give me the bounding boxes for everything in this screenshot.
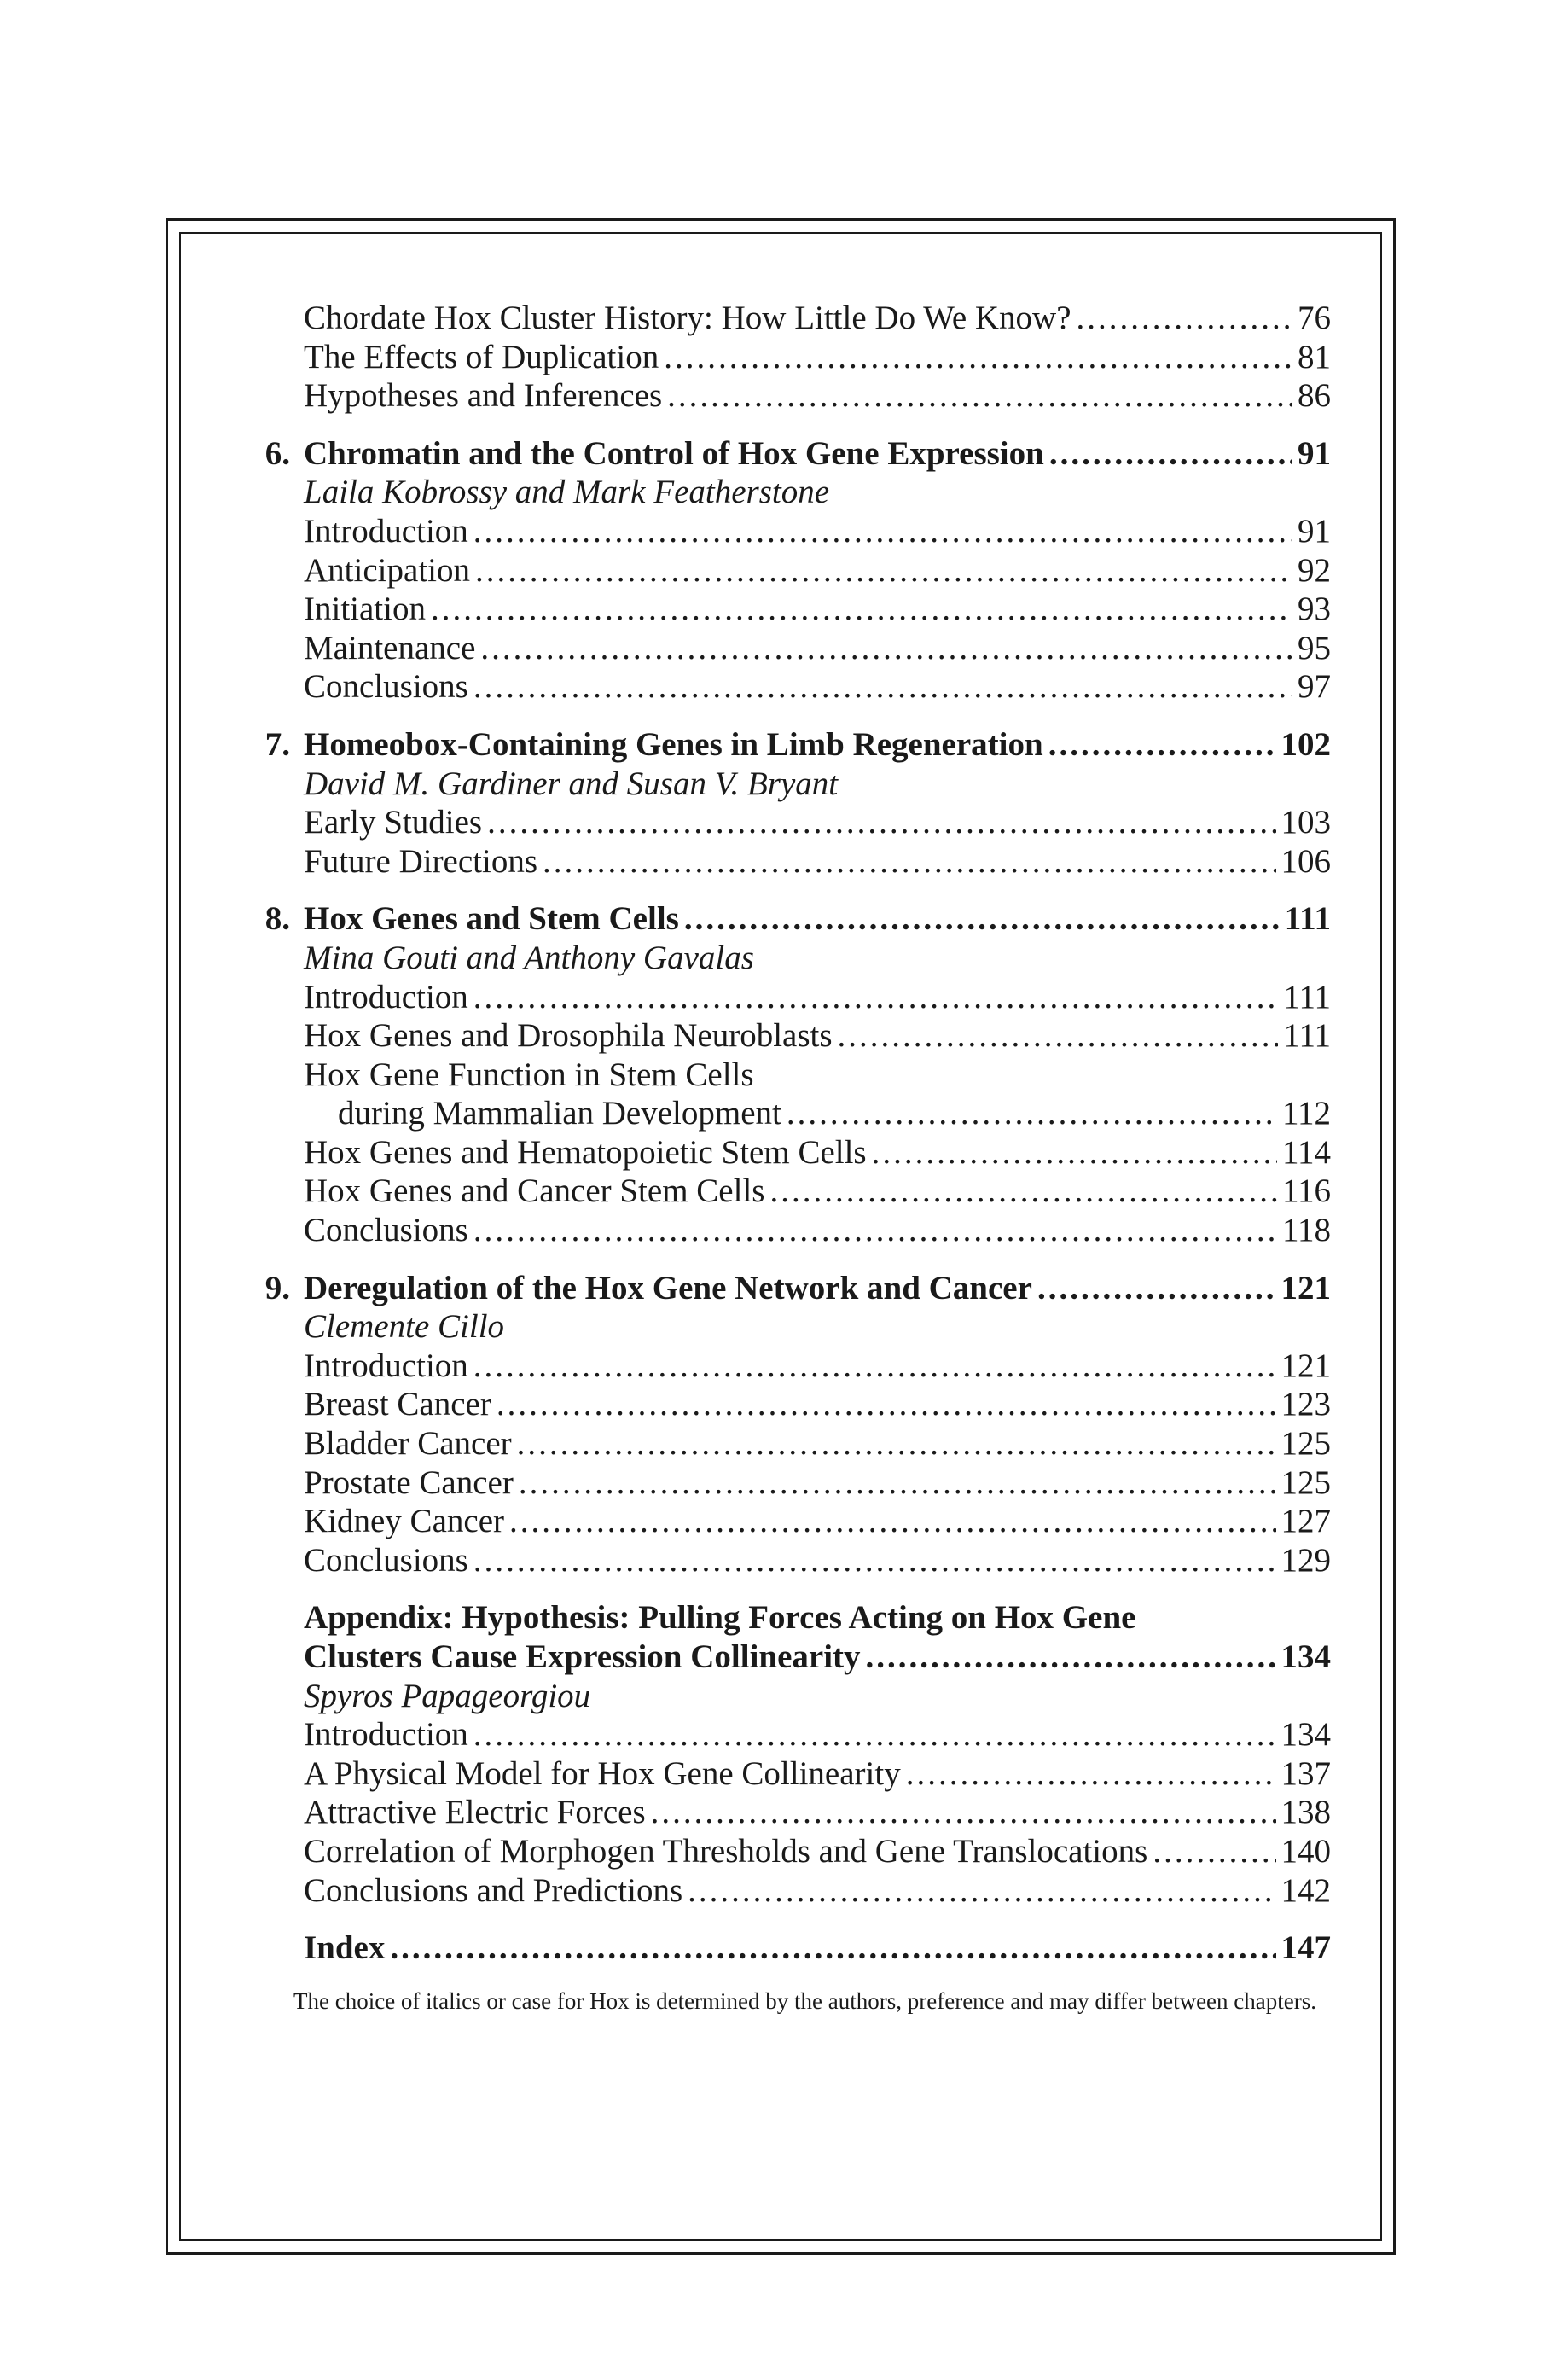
toc-entry-label: Initiation xyxy=(304,591,426,628)
toc-entry-label: Breast Cancer xyxy=(304,1386,491,1423)
chapter-number: 9. xyxy=(264,1269,290,1306)
toc-entry[interactable] xyxy=(249,842,1331,881)
leader-dots xyxy=(651,1793,1276,1832)
chapter-page: 111 xyxy=(1284,900,1331,938)
toc-entry[interactable] xyxy=(249,1056,1331,1095)
leader-dots xyxy=(688,1871,1275,1911)
index-page: 147 xyxy=(1281,1929,1331,1967)
toc-entry-page: 106 xyxy=(1281,842,1331,880)
chapter-page: 102 xyxy=(1281,725,1331,763)
leader-dots xyxy=(1077,299,1292,338)
toc-entry-page: 93 xyxy=(1298,591,1331,628)
toc-entry-page: 112 xyxy=(1281,1095,1331,1132)
toc-entry-page: 142 xyxy=(1281,1871,1331,1909)
leader-dots xyxy=(872,1133,1277,1172)
toc-entry-label: Introduction xyxy=(304,1347,468,1384)
toc-entry[interactable] xyxy=(249,1424,1331,1463)
toc-entry[interactable] xyxy=(249,1211,1331,1250)
toc-entry[interactable] xyxy=(249,1385,1331,1424)
chapter-8-heading[interactable] xyxy=(249,899,1331,939)
chapter-number: 8. xyxy=(264,900,290,938)
toc-entry-label: Kidney Cancer xyxy=(304,1503,504,1540)
leader-dots xyxy=(480,629,1292,668)
toc-entry-label: Maintenance xyxy=(304,629,476,666)
toc-entry-label: Early Studies xyxy=(304,804,483,841)
leader-dots xyxy=(473,512,1292,551)
toc-entry[interactable] xyxy=(249,299,1331,338)
leader-dots xyxy=(1048,725,1276,765)
leader-dots xyxy=(487,803,1275,842)
toc-entry-page: 134 xyxy=(1281,1716,1331,1754)
table-of-contents xyxy=(249,299,1331,2017)
chapter-title: Hox Genes and Stem Cells xyxy=(304,900,679,938)
toc-entry-page: 92 xyxy=(1298,551,1331,589)
toc-entry-label: Introduction xyxy=(304,512,468,550)
toc-entry-label: Chordate Hox Cluster History: How Little Do We Know? xyxy=(304,300,1071,336)
toc-entry-page: 97 xyxy=(1298,668,1331,706)
leader-dots xyxy=(473,1541,1276,1580)
toc-entry-continuation[interactable] xyxy=(249,1094,1331,1133)
leader-dots xyxy=(906,1754,1276,1794)
toc-entry[interactable] xyxy=(249,590,1331,629)
leader-dots xyxy=(475,551,1292,591)
leader-dots xyxy=(473,1211,1277,1250)
toc-entry-page: 95 xyxy=(1298,629,1331,666)
toc-entry-page: 140 xyxy=(1281,1832,1331,1870)
chapter-authors: David M. Gardiner and Susan V. Bryant xyxy=(304,765,839,802)
toc-entry-label: The Effects of Duplication xyxy=(304,338,659,375)
toc-entry-label: Conclusions xyxy=(304,1541,468,1579)
toc-entry-label: Conclusions xyxy=(304,668,468,706)
toc-entry[interactable] xyxy=(249,1502,1331,1541)
toc-entry[interactable] xyxy=(249,1172,1331,1211)
toc-entry-label: Hypotheses and Inferences xyxy=(304,377,663,415)
leader-dots xyxy=(684,899,1280,939)
toc-entry[interactable] xyxy=(249,978,1331,1017)
appendix-page: 134 xyxy=(1281,1638,1331,1675)
toc-entry-page: 125 xyxy=(1281,1463,1331,1501)
appendix-heading-line1[interactable] xyxy=(249,1598,1331,1638)
toc-entry-label: Anticipation xyxy=(304,551,470,589)
chapter-6-heading[interactable] xyxy=(249,434,1331,474)
toc-entry[interactable] xyxy=(249,1832,1331,1871)
leader-dots xyxy=(473,667,1292,707)
toc-entry[interactable] xyxy=(249,1754,1331,1794)
index-entry[interactable] xyxy=(249,1929,1331,1968)
toc-entry-label: Hox Genes and Cancer Stem Cells xyxy=(304,1172,765,1210)
index-label: Index xyxy=(304,1929,386,1967)
toc-entry-page: 125 xyxy=(1281,1425,1331,1463)
toc-entry-page: 127 xyxy=(1281,1503,1331,1540)
toc-entry[interactable] xyxy=(249,1133,1331,1172)
toc-entry-page: 103 xyxy=(1281,804,1331,841)
toc-entry-page: 114 xyxy=(1281,1133,1331,1171)
toc-entry-page: 116 xyxy=(1281,1172,1331,1210)
toc-entry-label: Introduction xyxy=(304,1716,468,1754)
leader-dots xyxy=(787,1094,1277,1133)
leader-dots xyxy=(473,1347,1276,1386)
toc-entry-label: Correlation of Morphogen Thresholds and Gene Translocations xyxy=(304,1832,1148,1870)
toc-entry-page: 111 xyxy=(1283,1017,1331,1055)
leader-dots xyxy=(667,376,1292,416)
toc-entry[interactable] xyxy=(249,338,1331,377)
leader-dots xyxy=(543,842,1275,881)
appendix-authors: Spyros Papageorgiou xyxy=(304,1677,591,1714)
chapter-7-heading[interactable] xyxy=(249,725,1331,765)
toc-entry[interactable] xyxy=(249,629,1331,668)
toc-entry-page: 123 xyxy=(1281,1386,1331,1423)
toc-entry-label: Hox Gene Function in Stem Cells xyxy=(304,1056,754,1093)
toc-entry-page: 91 xyxy=(1298,512,1331,550)
chapter-title: Homeobox-Containing Genes in Limb Regeneration xyxy=(304,725,1043,763)
toc-entry[interactable] xyxy=(249,1793,1331,1832)
chapter-authors: Mina Gouti and Anthony Gavalas xyxy=(304,939,754,976)
appendix-title-line1: Appendix: Hypothesis: Pulling Forces Acting on Hox Gene xyxy=(304,1599,1136,1637)
leader-dots xyxy=(866,1638,1276,1677)
toc-entry-label: Conclusions and Predictions xyxy=(304,1871,683,1909)
toc-entry-page: 86 xyxy=(1298,377,1331,415)
leader-dots xyxy=(390,1929,1275,1968)
toc-entry[interactable] xyxy=(249,1715,1331,1754)
leader-dots xyxy=(497,1385,1276,1424)
chapter-page: 121 xyxy=(1281,1269,1331,1306)
chapter-authors: Laila Kobrossy and Mark Featherstone xyxy=(304,474,830,511)
leader-dots xyxy=(838,1016,1279,1056)
toc-entry-label: Introduction xyxy=(304,978,468,1015)
leader-dots xyxy=(664,338,1292,377)
leader-dots xyxy=(769,1172,1276,1211)
toc-entry-label: Hox Genes and Hematopoietic Stem Cells xyxy=(304,1133,867,1171)
toc-entry-page: 76 xyxy=(1298,300,1331,336)
chapter-authors: Clemente Cillo xyxy=(304,1308,505,1346)
toc-entry-label: Conclusions xyxy=(304,1212,468,1249)
toc-entry-label: Future Directions xyxy=(304,842,538,880)
leader-dots xyxy=(473,978,1279,1017)
toc-entry[interactable] xyxy=(249,1541,1331,1580)
toc-entry-page: 118 xyxy=(1281,1212,1331,1249)
toc-entry[interactable] xyxy=(249,512,1331,551)
toc-entry-label: A Physical Model for Hox Gene Collinearity xyxy=(304,1754,901,1792)
toc-entry[interactable] xyxy=(249,1463,1331,1503)
toc-entry[interactable] xyxy=(249,551,1331,591)
toc-entry-label: Prostate Cancer xyxy=(304,1463,514,1501)
chapter-page: 91 xyxy=(1298,434,1331,472)
appendix-heading-line2[interactable] xyxy=(249,1638,1331,1677)
appendix-title-line2: Clusters Cause Expression Collinearity xyxy=(304,1638,861,1675)
leader-dots xyxy=(431,590,1292,629)
toc-entry[interactable] xyxy=(249,1347,1331,1386)
toc-entry-label: Attractive Electric Forces xyxy=(304,1794,646,1831)
toc-entry-label: during Mammalian Development xyxy=(338,1095,781,1132)
chapter-number: 6. xyxy=(264,434,290,472)
toc-entry-page: 81 xyxy=(1298,338,1331,375)
toc-entry-page: 138 xyxy=(1281,1794,1331,1831)
toc-entry[interactable] xyxy=(249,803,1331,842)
toc-entry-page: 121 xyxy=(1281,1347,1331,1384)
chapter-number: 7. xyxy=(264,725,290,763)
toc-entry-page: 111 xyxy=(1283,978,1331,1015)
toc-entry-page: 137 xyxy=(1281,1754,1331,1792)
toc-entry-page: 129 xyxy=(1281,1541,1331,1579)
leader-dots xyxy=(517,1424,1276,1463)
chapter-title: Deregulation of the Hox Gene Network and Cancer xyxy=(304,1269,1032,1306)
leader-dots xyxy=(509,1502,1276,1541)
leader-dots xyxy=(1049,434,1292,474)
toc-entry[interactable] xyxy=(249,667,1331,707)
toc-entry-label: Bladder Cancer xyxy=(304,1425,512,1463)
toc-entry-label: Hox Genes and Drosophila Neuroblasts xyxy=(304,1017,833,1055)
toc-entry[interactable] xyxy=(249,1016,1331,1056)
chapter-9-heading[interactable] xyxy=(249,1269,1331,1308)
leader-dots xyxy=(1037,1269,1276,1308)
leader-dots xyxy=(473,1715,1276,1754)
leader-dots xyxy=(1153,1832,1275,1871)
leader-dots xyxy=(519,1463,1276,1503)
toc-entry[interactable] xyxy=(249,1871,1331,1911)
toc-entry[interactable] xyxy=(249,376,1331,416)
chapter-title: Chromatin and the Control of Hox Gene Expression xyxy=(304,434,1044,472)
footnote: The choice of italics or case for Hox is determined by the authors, preference and may differ between chapters. xyxy=(293,1987,1316,2014)
